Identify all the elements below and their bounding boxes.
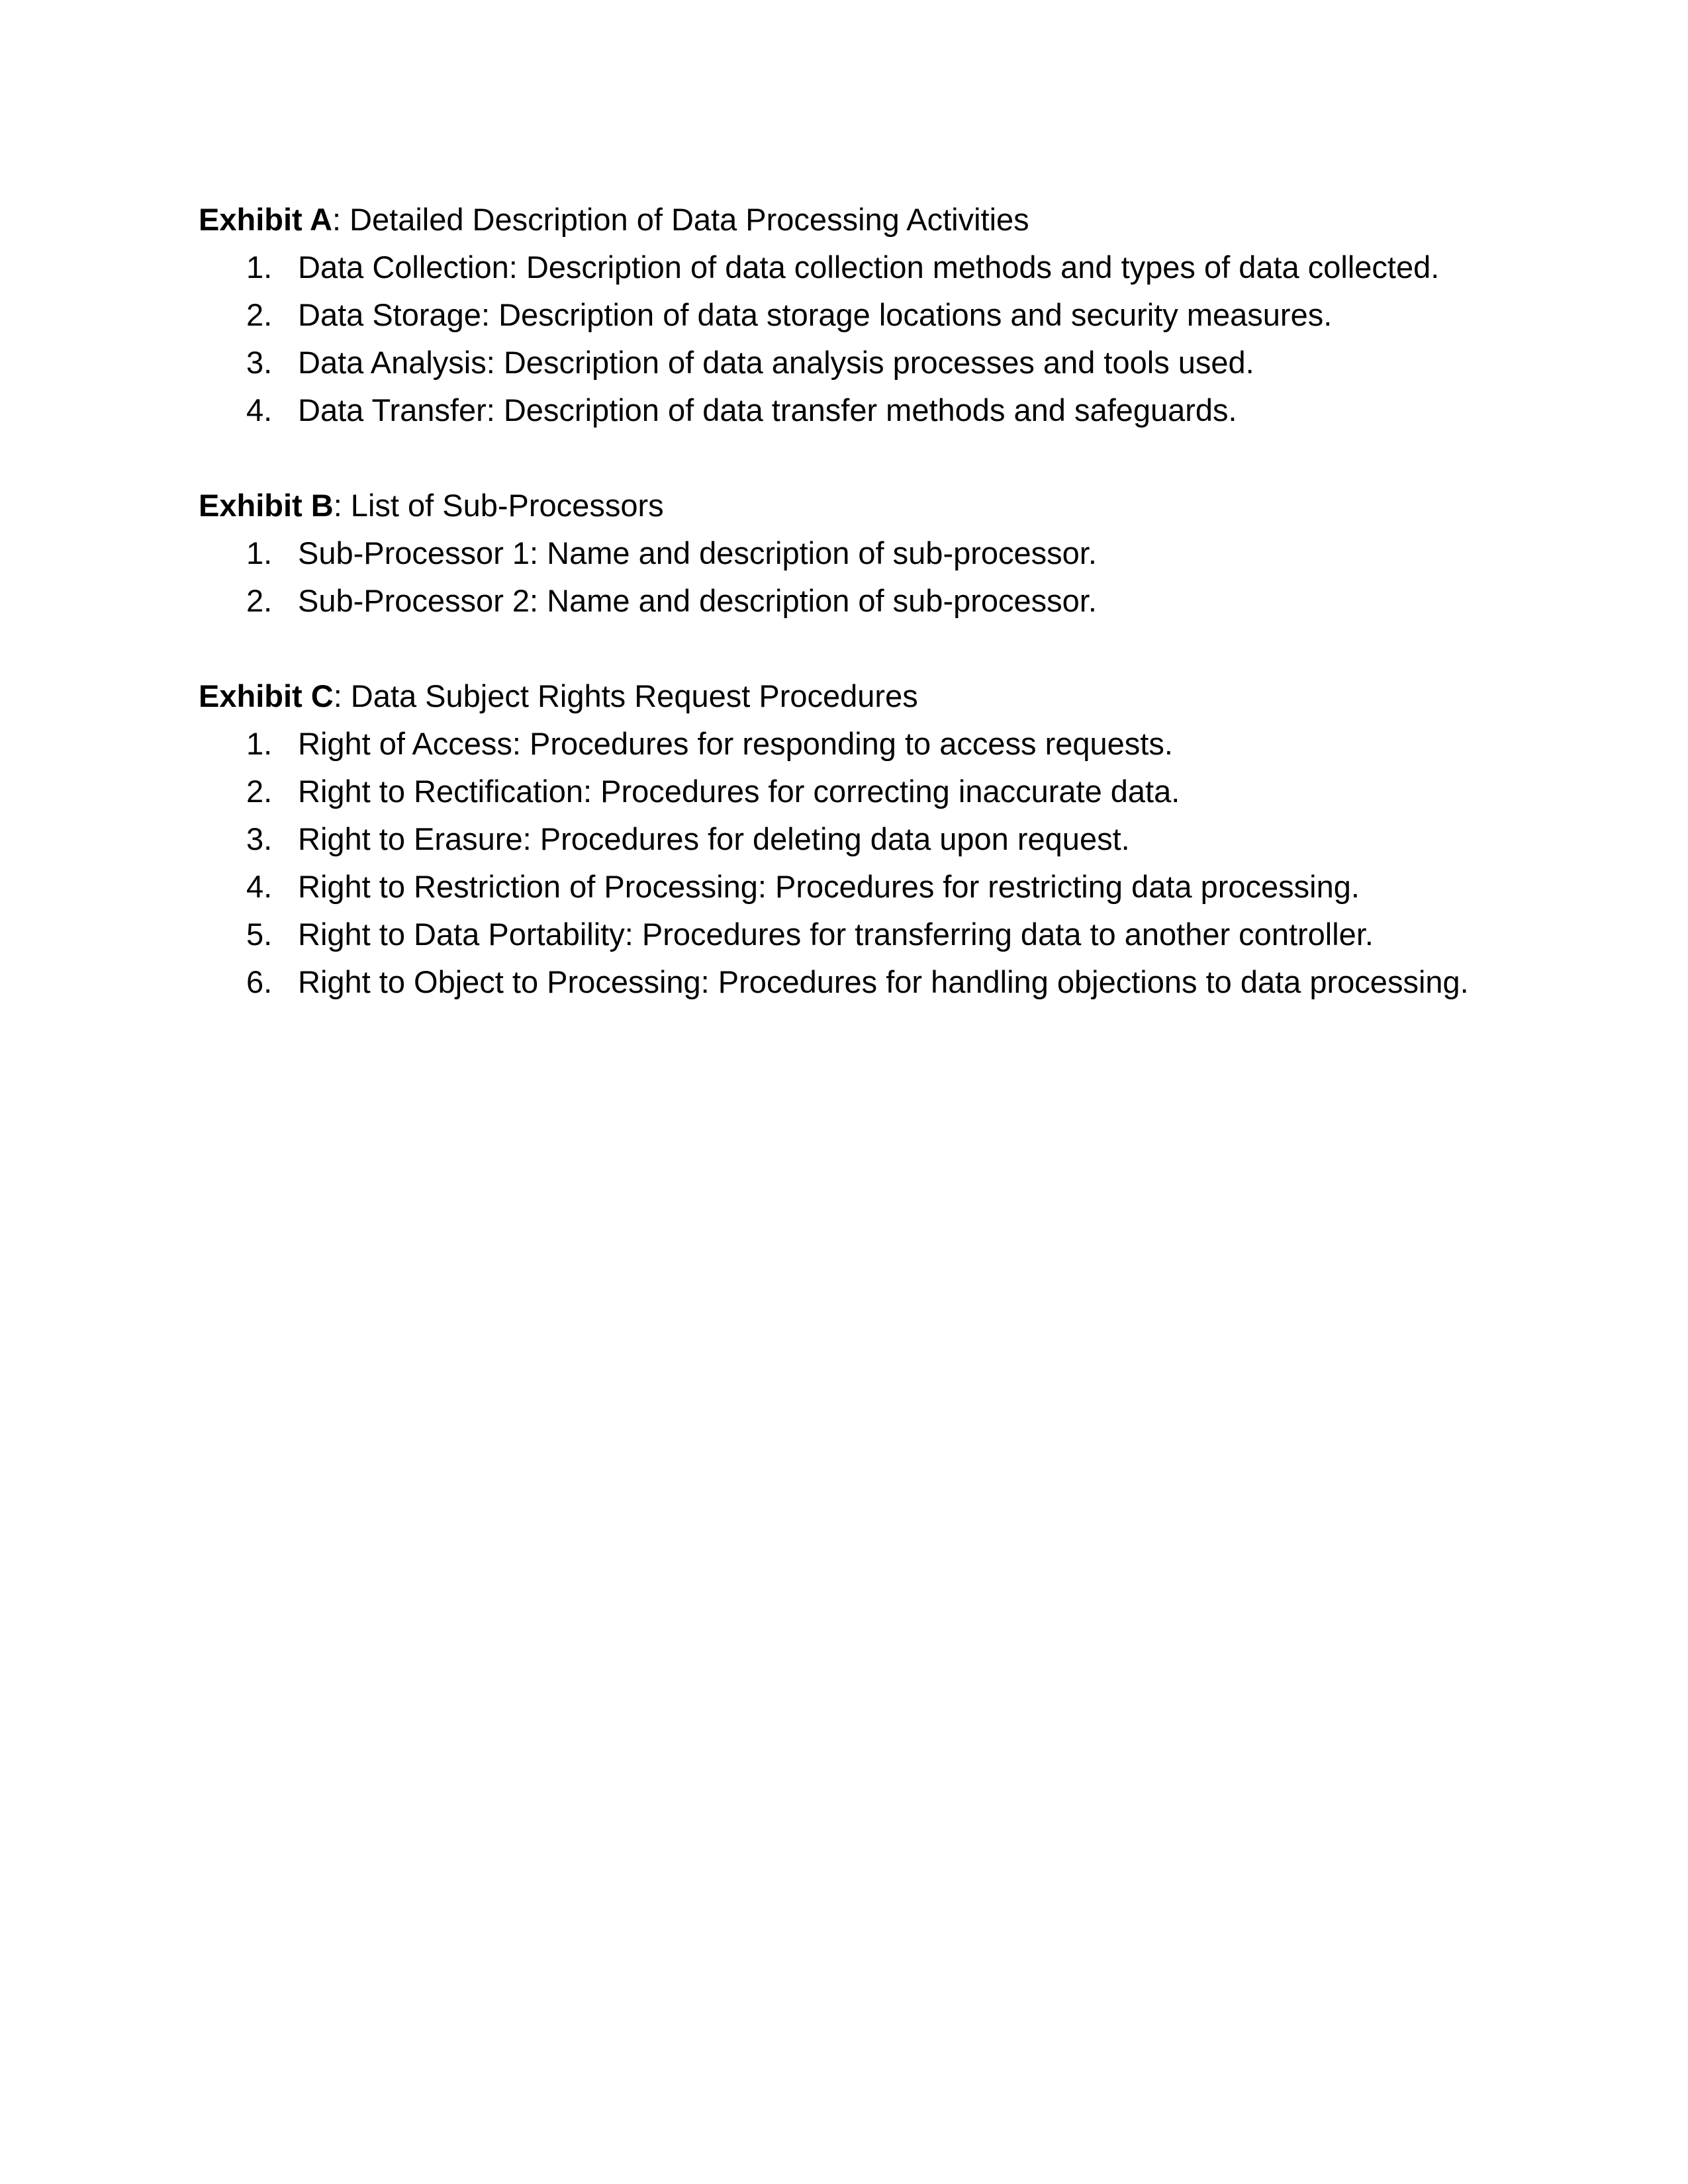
exhibit-list	[199, 244, 1496, 434]
exhibit-c	[199, 672, 1496, 1006]
list-item-text: Right to Object to Processing: Procedures for handling objections to data processing.	[298, 964, 1469, 999]
exhibit-label: Exhibit B	[199, 488, 334, 523]
list-item-text: Data Storage: Description of data storage locations and security measures.	[298, 297, 1333, 332]
exhibit-heading	[199, 672, 1496, 720]
exhibit-title: : Detailed Description of Data Processing Activities	[332, 202, 1029, 237]
list-item	[199, 529, 1496, 577]
list-item-text: Data Transfer: Description of data transfer methods and safeguards.	[298, 392, 1237, 428]
exhibit-title: : Data Subject Rights Request Procedures	[333, 678, 918, 713]
list-item-text: Sub-Processor 2: Name and description of sub-processor.	[298, 583, 1097, 618]
list-item-text: Right to Erasure: Procedures for deleting data upon request.	[298, 821, 1130, 856]
exhibit-title: : List of Sub-Processors	[333, 488, 664, 523]
list-item-text: Right to Restriction of Processing: Procedures for restricting data processing.	[298, 869, 1360, 904]
list-item-number: 4.	[246, 869, 273, 904]
list-item-number: 1.	[246, 726, 273, 761]
list-item-number: 3.	[246, 345, 273, 380]
list-item-text: Right to Data Portability: Procedures for transferring data to another controller.	[298, 917, 1374, 952]
exhibit-list	[199, 529, 1496, 625]
list-item	[199, 958, 1496, 1006]
exhibit-label: Exhibit A	[199, 202, 332, 237]
list-item-number: 6.	[246, 964, 273, 999]
list-item-number: 2.	[246, 774, 273, 809]
list-item	[199, 577, 1496, 625]
exhibit-label: Exhibit C	[199, 678, 334, 713]
list-item-number: 2.	[246, 297, 273, 332]
list-item-text: Sub-Processor 1: Name and description of sub-processor.	[298, 535, 1097, 570]
list-item	[199, 244, 1496, 291]
list-item-text: Right of Access: Procedures for responding to access requests.	[298, 726, 1173, 761]
exhibit-list	[199, 720, 1496, 1006]
list-item	[199, 291, 1496, 339]
list-item-number: 1.	[246, 250, 273, 285]
list-item-text: Data Analysis: Description of data analysis processes and tools used.	[298, 345, 1254, 380]
list-item-text: Data Collection: Description of data collection methods and types of data collected.	[298, 250, 1440, 285]
list-item-text: Right to Rectification: Procedures for correcting inaccurate data.	[298, 774, 1180, 809]
list-item	[199, 911, 1496, 958]
exhibit-b	[199, 482, 1496, 625]
list-item	[199, 387, 1496, 434]
list-item	[199, 720, 1496, 768]
document-page	[199, 196, 1496, 1054]
exhibit-heading	[199, 196, 1496, 244]
list-item-number: 1.	[246, 535, 273, 570]
list-item	[199, 863, 1496, 911]
exhibit-heading	[199, 482, 1496, 529]
list-item-number: 2.	[246, 583, 273, 618]
list-item-number: 5.	[246, 917, 273, 952]
exhibit-a	[199, 196, 1496, 434]
list-item	[199, 815, 1496, 863]
list-item-number: 4.	[246, 392, 273, 428]
list-item	[199, 768, 1496, 815]
list-item-number: 3.	[246, 821, 273, 856]
list-item	[199, 339, 1496, 387]
